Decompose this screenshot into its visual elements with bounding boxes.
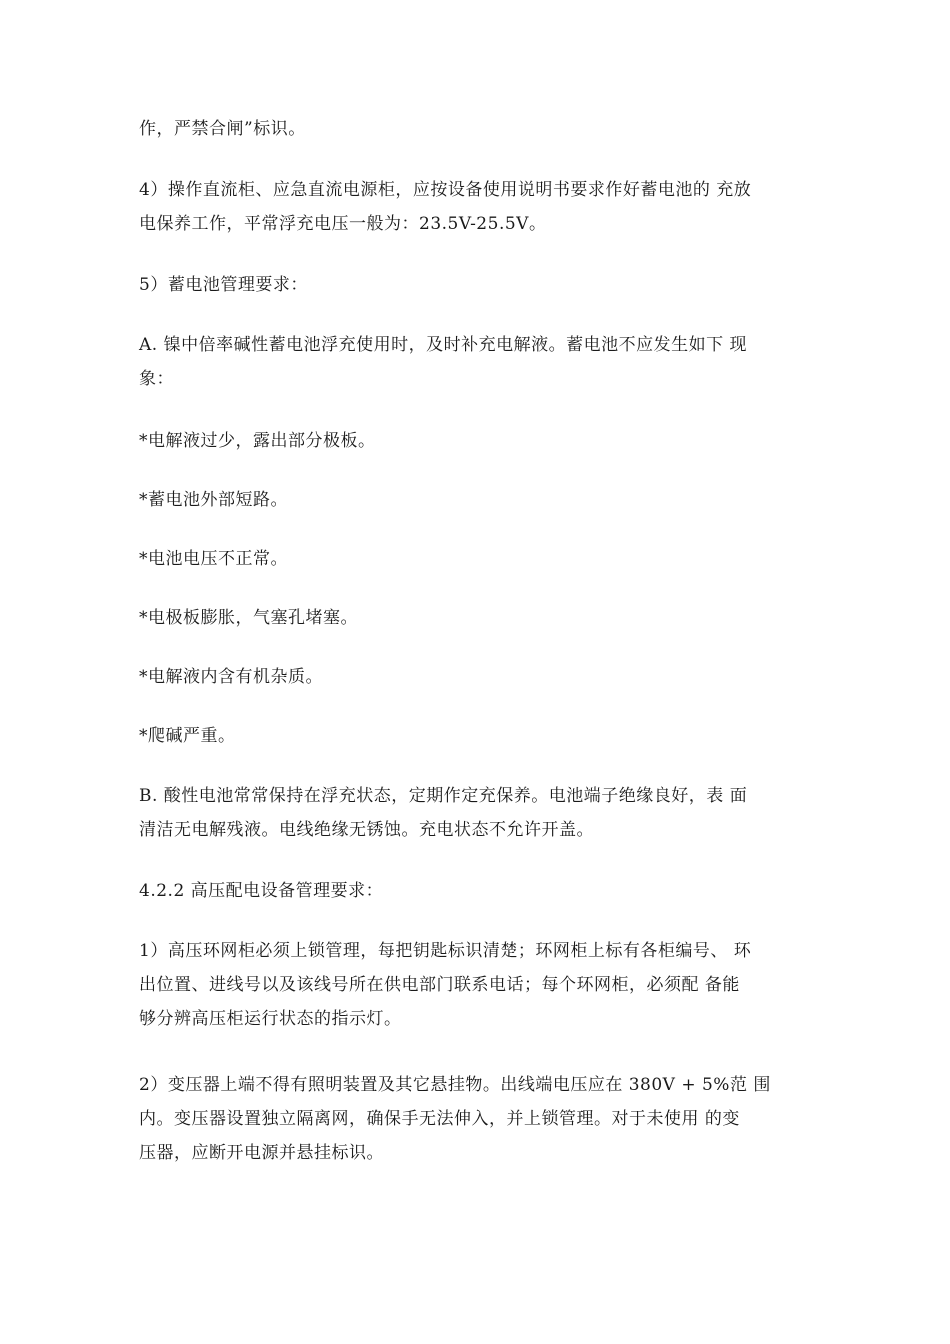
- text-line: 2）变压器上端不得有照明装置及其它悬挂物。出线端电压应在 380V + 5%范 围: [139, 1075, 771, 1095]
- text-line: 够分辨高压柜运行状态的指示灯。: [139, 1009, 402, 1029]
- list-item: [139, 601, 819, 635]
- text-line: 压器，应断开电源并悬挂标识。: [139, 1143, 384, 1163]
- paragraph-dc-cabinet: [139, 173, 819, 241]
- paragraph-continuation: [139, 112, 819, 146]
- paragraph-alkaline-battery: [139, 328, 819, 396]
- list-item: [139, 719, 819, 753]
- section-heading: [139, 874, 819, 908]
- text-line: B. 酸性电池常常保持在浮充状态，定期作定充保养。电池端子绝缘良好，表 面: [139, 786, 748, 806]
- paragraph-acid-battery: [139, 779, 819, 847]
- paragraph-battery-heading: [139, 268, 819, 302]
- paragraph-ring-main-unit: [139, 934, 819, 1036]
- text-line: *电池电压不正常。: [139, 549, 288, 569]
- list-item: [139, 483, 819, 517]
- text-line: A. 镍中倍率碱性蓄电池浮充使用时，及时补充电解液。蓄电池不应发生如下 现: [139, 335, 747, 355]
- text-line: 作，严禁合闸”标识。: [139, 119, 306, 139]
- text-line: 1）高压环网柜必须上锁管理，每把钥匙标识清楚；环网柜上标有各柜编号、 环: [139, 941, 752, 961]
- text-line: *蓄电池外部短路。: [139, 490, 288, 510]
- text-line: *电解液内含有机杂质。: [139, 667, 323, 687]
- list-item: [139, 542, 819, 576]
- text-line: 清洁无电解残液。电线绝缘无锈蚀。充电状态不允许开盖。: [139, 820, 594, 840]
- text-line: *爬碱严重。: [139, 726, 236, 746]
- text-line: *电解液过少，露出部分极板。: [139, 431, 376, 451]
- text-line: *电极板膨胀，气塞孔堵塞。: [139, 608, 358, 628]
- list-item: [139, 424, 819, 458]
- text-line: 电保养工作，平常浮充电压一般为：23.5V-25.5V。: [139, 214, 547, 234]
- text-line: 内。变压器设置独立隔离网，确保手无法伸入，并上锁管理。对于未使用 的变: [139, 1109, 740, 1129]
- text-line: 象：: [139, 369, 174, 389]
- text-line: 4.2.2 高压配电设备管理要求：: [139, 881, 384, 901]
- text-line: 5）蓄电池管理要求：: [139, 275, 308, 295]
- text-line: 4）操作直流柜、应急直流电源柜，应按设备使用说明书要求作好蓄电池的 充放: [139, 180, 752, 200]
- paragraph-transformer: [139, 1068, 819, 1170]
- list-item: [139, 660, 819, 694]
- text-line: 出位置、进线号以及该线号所在供电部门联系电话；每个环网柜，必须配 备能: [139, 975, 740, 995]
